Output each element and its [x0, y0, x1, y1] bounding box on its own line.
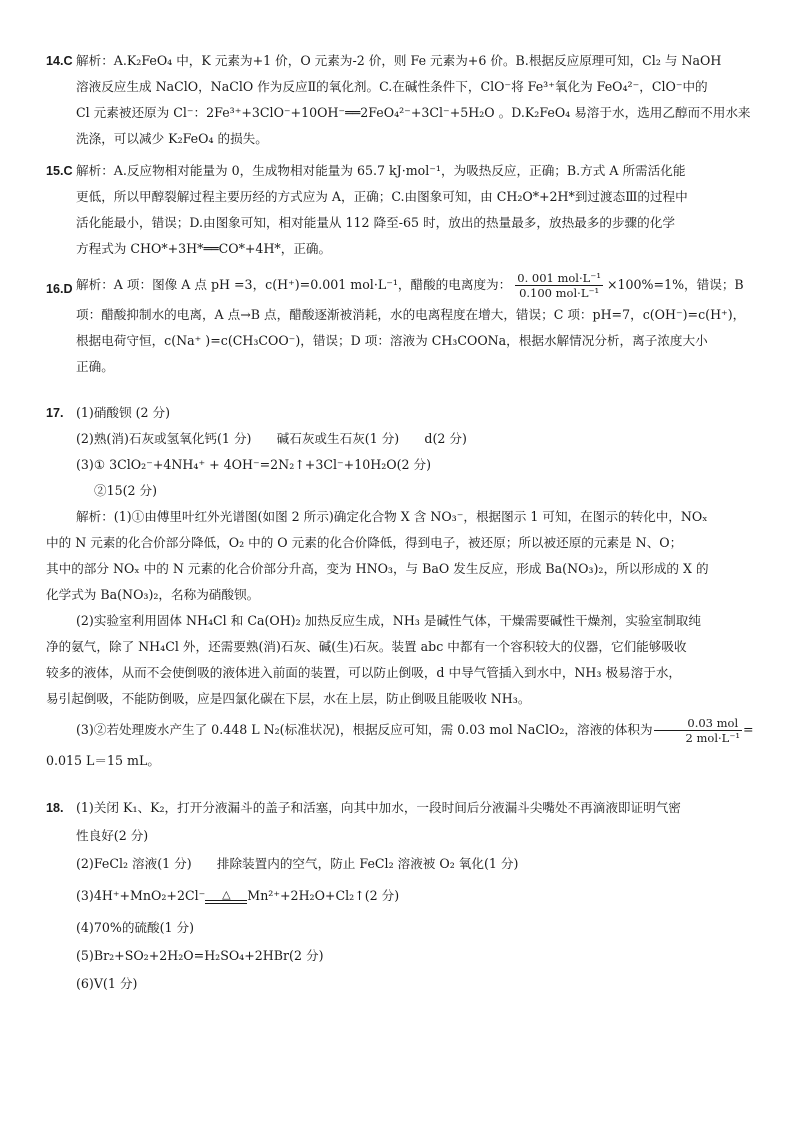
explanation-line: 0.015 L＝15 mL。	[46, 753, 160, 768]
explanation-line: 解析：A.K₂FeO₄ 中，K 元素为+1 价，O 元素为-2 价，则 Fe 元素为+6 价。B.根据反应原理可知，Cl₂ 与 NaOH	[76, 53, 722, 68]
answer-line: (2)熟(消)石灰或氢氧化钙(1 分) 碱石灰或生石灰(1 分) d(2 分)	[76, 431, 467, 446]
explanation-text: 解析：A 项：图像 A 点 pH =3，c(H⁺)=0.001 mol·L⁻¹，醋酸的电离度为：	[76, 277, 512, 292]
explanation-text: (3)②若处理废水产生了 0.448 L N₂(标准状况)，根据反应可知，需 0.03 mol NaClO₂，溶液的体积为	[76, 722, 653, 737]
answer-line: (6)V(1 分)	[76, 976, 138, 991]
explanation-line: 根据电荷守恒，c(Na⁺ )=c(CH₃COO⁻)，错误；D 项：溶液为 CH₃COONa，根据水解情况分析，离子浓度大小	[76, 333, 708, 348]
explanation-line: 较多的液体，从而不会使倒吸的液体进入前面的装置，可以防止倒吸，d 中导气管插入到水中，NH₃ 极易溶于水，	[46, 665, 682, 680]
question-17	[46, 400, 756, 774]
answer-line	[76, 878, 756, 914]
answer-line: (1)关闭 K₁、K₂，打开分液漏斗的盖子和活塞，向其中加水，一段时间后分液漏斗尖嘴处不再滴液即证明气密	[76, 800, 681, 815]
answer-line: (4)70%的硫酸(1 分)	[76, 920, 195, 935]
fraction-numerator: 0.03 mol	[654, 716, 742, 731]
answer-line: (1)硝酸钡 (2 分)	[76, 405, 171, 420]
ionization-fraction	[515, 271, 603, 300]
explanation-line: 正确。	[76, 359, 114, 374]
explanation-line: 化学式为 Ba(NO₃)₂，名称为硝酸钡。	[46, 587, 260, 602]
question-15	[46, 158, 756, 262]
explanation-text: ×100%=1%，错误；B	[606, 277, 744, 292]
answer-line: ②15(2 分)	[94, 483, 158, 498]
explanation-line: (2)实验室利用固体 NH₄Cl 和 Ca(OH)₂ 加热反应生成，NH₃ 是碱性气体，干燥需要碱性干燥剂，实验室制取纯	[76, 613, 701, 628]
question-number: 17.	[46, 406, 64, 420]
explanation-line: 中的 N 元素的化合价部分降低，O₂ 中的 O 元素的化合价降低，得到电子，被还原；所以被还原的元素是 N、O；	[46, 535, 683, 550]
explanation-line: 溶液反应生成 NaClO，NaClO 作为反应Ⅱ的氧化剂。C.在碱性条件下，ClO⁻将 Fe³⁺氧化为 FeO₄²⁻，ClO⁻中的	[76, 79, 708, 94]
fraction-denominator: 0.100 mol·L⁻¹	[519, 286, 600, 300]
question-number: 14.C	[46, 54, 73, 68]
explanation-line: 净的氨气，除了 NH₄Cl 外，还需要熟(消)石灰、碱(生)石灰。装置 abc 中都有一个容积较大的仪器，它们能够吸收	[46, 639, 687, 654]
explanation-line: 活化能最小，错误；D.由图象可知，相对能量从 112 降至-65 时，放出的热量最多，放热最多的步骤的化学	[76, 215, 675, 230]
question-number: 15.C	[46, 164, 73, 178]
equation-right: Mn²⁺+2H₂O+Cl₂↑(2 分)	[247, 888, 400, 903]
explanation-line: 解析：A.反应物相对能量为 0，生成物相对能量为 65.7 kJ·mol⁻¹，为吸热反应，正确；B.方式 A 所需活化能	[76, 163, 686, 178]
explanation-line: Cl 元素被还原为 Cl⁻：2Fe³⁺+3ClO⁻+10OH⁻══2FeO₄²⁻+3Cl⁻+5H₂O 。D.K₂FeO₄ 易溶于水，选用乙醇而不用水来	[76, 105, 751, 120]
volume-fraction	[654, 716, 742, 745]
answer-line: (5)Br₂+SO₂+2H₂O=H₂SO₄+2HBr(2 分)	[76, 948, 324, 963]
heat-icon: △	[222, 888, 231, 901]
question-number: 18.	[46, 801, 64, 815]
answer-line: 性良好(2 分)	[76, 828, 149, 843]
fraction-numerator: 0. 001 mol·L⁻¹	[517, 271, 601, 285]
answer-line: (2)FeCl₂ 溶液(1 分) 排除装置内的空气，防止 FeCl₂ 溶液被 O₂ 氧化(1 分)	[76, 856, 519, 871]
explanation-line: 其中的部分 NOₓ 中的 N 元素的化合价部分升高，变为 HNO₃，与 BaO 发生反应，形成 Ba(NO₃)₂，所以形成的 X 的	[46, 561, 709, 576]
explanation-line: 解析：(1)①由傅里叶红外光谱图(如图 2 所示)确定化合物 X 含 NO₃⁻，根据图示 1 可知，在图示的转化中，NOₓ	[76, 509, 708, 524]
explanation-line: 项：醋酸抑制水的电离，A 点→B 点，醋酸逐渐被消耗，水的电离程度在增大，错误；C 项：pH=7，c(OH⁻)=c(H⁺)，	[76, 307, 746, 322]
explanation-line: 更低，所以甲醇裂解过程主要历经的方式应为 A，正确；C.由图象可知，由 CH₂O*+2H*到过渡态Ⅲ的过程中	[76, 189, 688, 204]
explanation-line	[76, 268, 756, 302]
fraction-denominator: 2 mol·L⁻¹	[685, 731, 740, 745]
explanation-line: 方程式为 CHO*+3H*══CO*+4H*，正确。	[76, 241, 332, 256]
question-16	[46, 268, 756, 380]
equation-left: (3)4H⁺+MnO₂+2Cl⁻	[76, 888, 206, 903]
question-14	[46, 48, 756, 152]
heat-condition-arrow	[205, 889, 247, 904]
explanation-line: 易引起倒吸，不能防倒吸，应是四氯化碳在下层，水在上层，防止倒吸且能吸收 NH₃。	[46, 691, 531, 706]
answer-line: (3)① 3ClO₂⁻+4NH₄⁺ + 4OH⁻=2N₂↑+3Cl⁻+10H₂O(2 分)	[76, 457, 432, 472]
equals-sign: =	[743, 722, 754, 737]
explanation-line	[46, 712, 756, 748]
question-number: 16.D	[46, 282, 73, 296]
question-18	[46, 794, 756, 998]
explanation-line: 洗涤，可以减少 K₂FeO₄ 的损失。	[76, 131, 268, 146]
